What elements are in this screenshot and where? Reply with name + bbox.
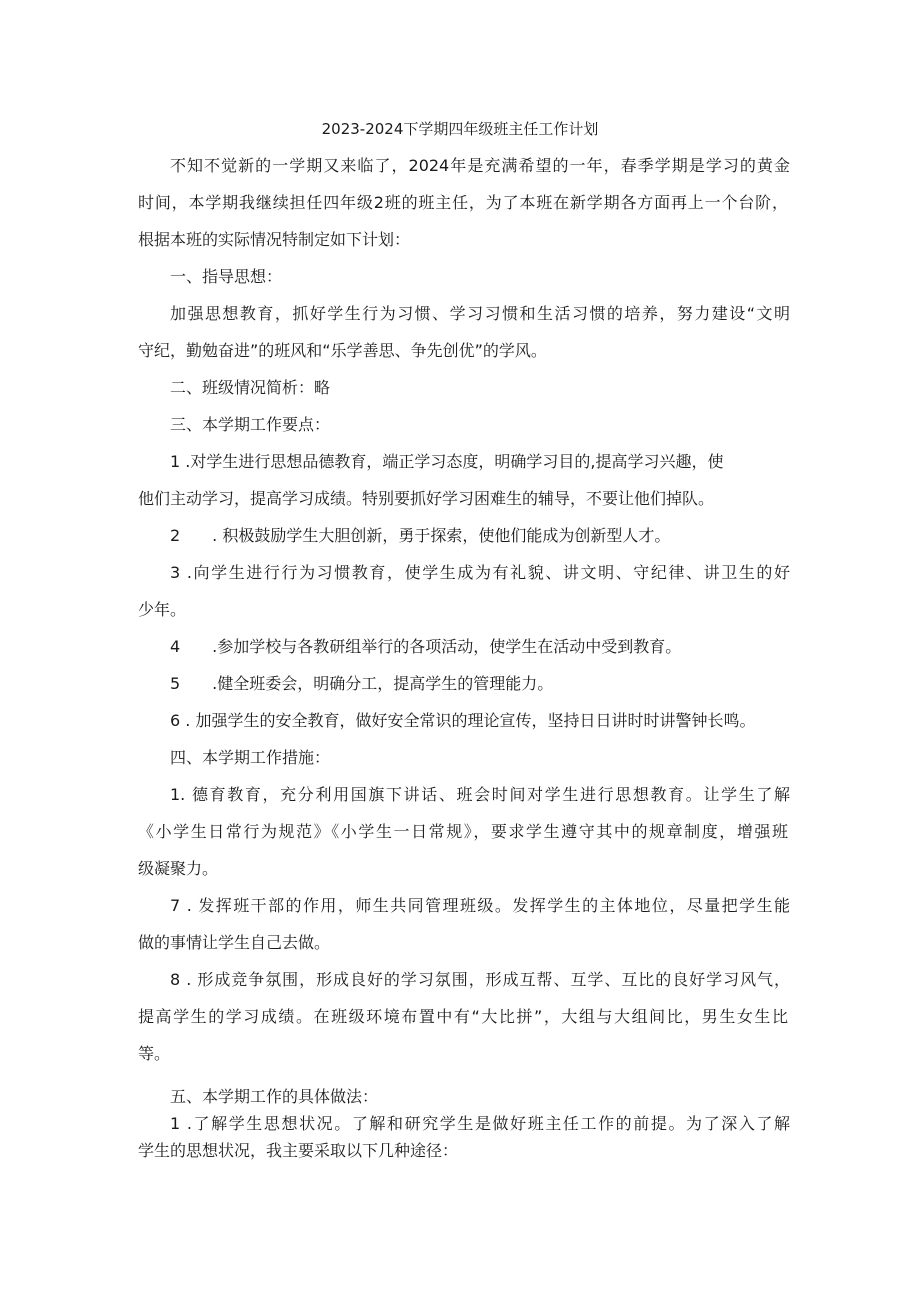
paragraph-line: 根据本班的实际情况特制定如下计划： [138,230,411,249]
list-item-line: 6 . 加强学生的安全教育，做好安全常识的理论宣传，坚持日日讲时时讲警钟长鸣。 [170,711,756,730]
list-item-line: 7 . 发挥班干部的作用，师生共同管理班级。发挥学生的主体地位，尽量把学生能 [170,896,790,915]
list-item-line: 4 .参加学校与各教研组举行的各项活动，使学生在活动中受到教育。 [170,637,682,656]
paragraph-line: 时间，本学期我继续担任四年级2班的班主任，为了本班在新学期各方面再上一个台阶， [138,193,788,212]
document-title: 2023-2024下学期四年级班主任工作计划 [321,120,599,138]
list-item-line: 1 .对学生进行思想品德教育，端正学习态度，明确学习目的,提高学习兴趣，使 [170,452,724,471]
list-item-line: 2 . 积极鼓励学生大胆创新，勇于探索，使他们能成为创新型人才。 [170,526,671,545]
list-item-line: 等。 [138,1044,171,1063]
list-item-line: 级凝聚力。 [138,859,219,878]
section-heading: 三、本学期工作要点： [170,415,331,434]
list-item-line: 提高学生的学习成绩。在班级环境布置中有“大比拼”，大组与大组间比，男生女生比 [138,1007,788,1026]
section-heading: 四、本学期工作措施： [170,748,331,767]
section-heading: 一、指导思想： [170,267,283,286]
list-item-line: 学生的思想状况，我主要采取以下几种途径： [138,1141,459,1160]
list-item-line: 3 .向学生进行行为习惯教育，使学生成为有礼貌、讲文明、守纪律、讲卫生的好 [170,563,790,582]
list-item-line: 8 . 形成竞争氛围，形成良好的学习氛围，形成互帮、互学、互比的良好学习风气， [170,970,790,989]
list-item-line: 1. 德育教育，充分利用国旗下讲话、班会时间对学生进行思想教育。让学生了解 [170,785,790,804]
list-item-line: 少年。 [138,600,187,619]
list-item-line: 1 .了解学生思想状况。了解和研究学生是做好班主任工作的前提。为了深入了解 [170,1114,790,1133]
section-heading: 五、本学期工作的具体做法： [170,1087,379,1106]
list-item-line: 《小学生日常行为规范》《小学生一日常规》，要求学生遵守其中的规章制度，增强班 [138,822,788,841]
paragraph-line: 守纪，勤勉奋进”的班风和“乐学善思、争先创优”的学风。 [138,341,547,360]
list-item-line: 做的事情让学生自己去做。 [138,933,331,952]
paragraph-line: 加强思想教育，抓好学生行为习惯、学习习惯和生活习惯的培养，努力建设“文明 [170,304,790,323]
section-heading: 二、班级情况简析：略 [170,378,331,397]
list-item-line: 他们主动学习，提高学习成绩。特别要抓好学习困难生的辅导，不要让他们掉队。 [138,489,715,508]
list-item-line: 5 .健全班委会，明确分工，提高学生的管理能力。 [170,674,554,693]
paragraph-line: 不知不觉新的一学期又来临了，2024年是充满希望的一年，春季学期是学习的黄金 [170,156,790,175]
